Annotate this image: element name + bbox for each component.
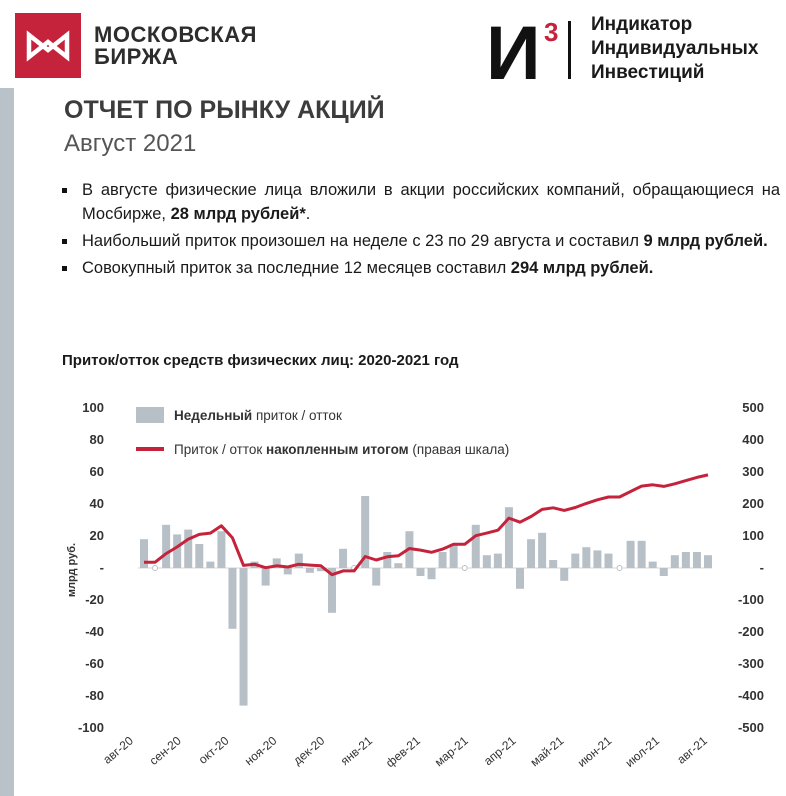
side-accent-bar <box>0 88 14 796</box>
x-tick-label: дек-20 <box>290 733 328 768</box>
weekly-bar <box>284 568 292 574</box>
y-tick-label: -20 <box>85 592 104 607</box>
report-title: ОТЧЕТ ПО РЫНКУ АКЦИЙ <box>64 96 385 124</box>
weekly-bar <box>383 552 391 568</box>
weekly-bar <box>428 568 436 579</box>
weekly-bar <box>604 554 612 568</box>
moex-logo-icon <box>15 13 81 78</box>
x-axis-labels <box>100 733 710 770</box>
y-tick-label: -80 <box>85 688 104 703</box>
y2-tick-label: - <box>759 560 764 575</box>
i3-name-line1: Индикатор <box>591 14 693 35</box>
legend-bar-swatch <box>136 407 164 423</box>
weekly-bar <box>195 544 203 568</box>
bullet-highlight: 28 млрд рублей* <box>170 205 306 223</box>
x-tick-label: окт-20 <box>195 733 232 767</box>
chart-legend <box>136 407 509 457</box>
weekly-bar <box>682 552 690 568</box>
weekly-bar <box>162 525 170 568</box>
i3-logo-divider <box>568 21 571 79</box>
weekly-bar <box>483 555 491 568</box>
summary-bullets <box>62 178 780 283</box>
cumulative-line <box>144 475 708 575</box>
weekly-bar <box>527 539 535 568</box>
x-tick-label: апр-21 <box>481 733 519 769</box>
x-tick-label: сен-20 <box>146 733 184 768</box>
bullet-marker <box>62 239 67 244</box>
bullet-item <box>62 229 780 253</box>
weekly-bar <box>649 562 657 568</box>
weekly-bar <box>549 560 557 568</box>
y2-tick-label: 400 <box>742 432 764 447</box>
chart-title: Приток/отток средств физических лиц: 2020-2021 год <box>62 352 459 369</box>
weekly-bar <box>627 541 635 568</box>
weekly-bar <box>262 568 270 586</box>
y-tick-label: 20 <box>89 528 104 543</box>
report-subtitle: Август 2021 <box>64 130 197 157</box>
moex-name-line1: МОСКОВСКАЯ <box>94 22 257 47</box>
weekly-bar <box>173 534 181 568</box>
y2-tick-label: -100 <box>737 592 764 607</box>
weekly-bar <box>394 563 402 568</box>
y-tick-label: -60 <box>85 656 104 671</box>
weekly-bar <box>516 568 524 589</box>
weekly-bar <box>306 568 314 573</box>
y-tick-label: 100 <box>82 400 104 415</box>
i3-name-line2: Индивидуальных <box>591 38 759 59</box>
weekly-bars <box>140 496 712 706</box>
i3-name-line3: Инвестиций <box>591 62 705 83</box>
weekly-bar <box>505 507 513 568</box>
y2-tick-label: 100 <box>742 528 764 543</box>
x-tick-label: фев-21 <box>383 733 423 771</box>
weekly-bar <box>416 568 424 576</box>
bullet-item <box>62 256 780 280</box>
weekly-bar <box>538 533 546 568</box>
weekly-bar <box>450 544 458 568</box>
weekly-bar <box>660 568 668 576</box>
moex-logo <box>15 13 81 78</box>
x-tick-label: авг-21 <box>674 733 710 767</box>
weekly-bar <box>439 552 447 568</box>
x-tick-label: мар-21 <box>431 733 471 770</box>
y-tick-label: 40 <box>89 496 104 511</box>
weekly-bar <box>571 554 579 568</box>
y2-tick-label: -500 <box>737 720 764 735</box>
y2-tick-label: -200 <box>737 624 764 639</box>
weekly-bar <box>704 555 712 568</box>
y2-tick-label: -400 <box>737 688 764 703</box>
weekly-bar <box>671 555 679 568</box>
weekly-bar <box>240 568 248 706</box>
bullet-tail: . <box>305 205 311 223</box>
y-tick-label: -100 <box>77 720 104 735</box>
weekly-bar <box>206 562 214 568</box>
weekly-bar <box>153 566 158 571</box>
y-tick-label: - <box>99 560 104 575</box>
weekly-bar <box>494 554 502 568</box>
x-tick-label: ноя-20 <box>241 733 280 769</box>
weekly-bar <box>372 568 380 586</box>
weekly-bar <box>560 568 568 581</box>
legend-line-label: Приток / отток накопленным итогом (правая шкала) <box>174 442 510 457</box>
y-tick-label: -40 <box>85 624 104 639</box>
i3-logo-superscript: 3 <box>544 17 559 47</box>
bullet-marker <box>62 266 67 271</box>
right-axis-labels <box>738 400 764 735</box>
y2-tick-label: 300 <box>742 464 764 479</box>
weekly-bar <box>693 552 701 568</box>
weekly-bar <box>472 525 480 568</box>
bullet-text: Наибольший приток произошел на неделе с 23 по 29 августа и составил <box>82 232 644 250</box>
x-tick-label: янв-21 <box>337 733 376 768</box>
weekly-bar <box>617 566 622 571</box>
x-tick-label: май-21 <box>527 733 567 770</box>
x-tick-label: авг-20 <box>100 733 136 767</box>
moex-name <box>94 24 257 68</box>
y-axis-label: млрд руб. <box>66 542 78 598</box>
x-tick-label: июн-21 <box>574 733 615 770</box>
y-tick-label: 60 <box>89 464 104 479</box>
weekly-bar <box>217 531 225 568</box>
bullet-highlight: 9 млрд рублей. <box>643 232 768 250</box>
weekly-bar <box>462 566 467 571</box>
x-tick-label: июл-21 <box>622 733 663 770</box>
weekly-bar <box>228 568 236 629</box>
weekly-bar <box>339 549 347 568</box>
i3-logo-icon <box>486 17 572 81</box>
bullet-text: В августе физические лица вложили в акции российских компаний, обращающиеся на Мосбирже, <box>82 181 780 223</box>
bullet-text: Совокупный приток за последние 12 месяцев составил <box>82 259 511 277</box>
inflow-chart <box>40 390 780 790</box>
y2-tick-label: 200 <box>742 496 764 511</box>
bullet-marker <box>62 188 67 193</box>
moex-name-line2: БИРЖА <box>94 44 179 69</box>
y-tick-label: 80 <box>89 432 104 447</box>
left-axis-labels <box>78 400 104 735</box>
weekly-bar <box>593 550 601 568</box>
weekly-bar <box>184 530 192 568</box>
legend-bar-label: Недельный приток / отток <box>174 408 342 423</box>
weekly-bar <box>582 547 590 568</box>
bullet-highlight: 294 млрд рублей. <box>510 259 654 277</box>
y2-tick-label: 500 <box>742 400 764 415</box>
i3-brand-name <box>591 13 758 85</box>
y2-tick-label: -300 <box>737 656 764 671</box>
i3-logo-letter: И <box>486 17 541 81</box>
weekly-bar <box>638 541 646 568</box>
bullet-item <box>62 178 780 226</box>
